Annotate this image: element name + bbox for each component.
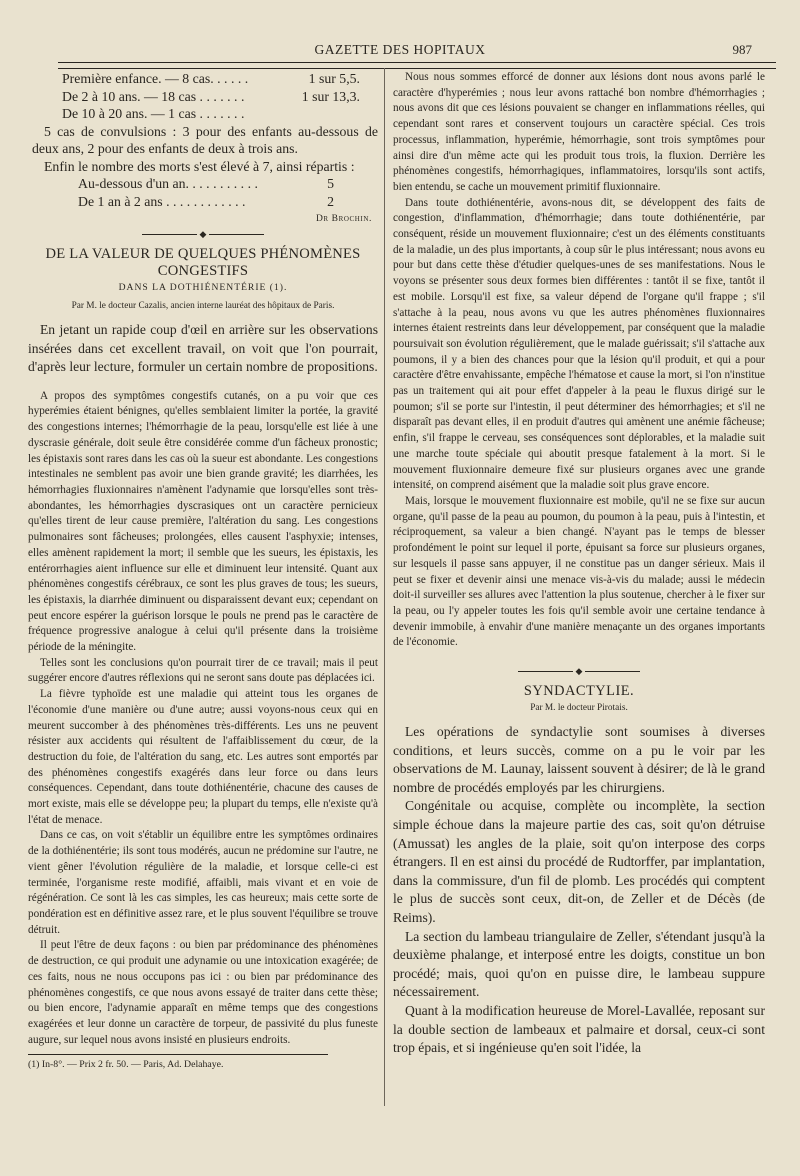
article-paragraph: Telles sont les conclusions qu'on pourrait tirer de ce travail; mais il peut suggérer encore d'autres réflexions qui ne seront sans doute pas déplacées ici. [28,656,378,685]
header-double-rule [58,62,776,69]
article-paragraph: Mais, lorsque le mouvement fluxionnaire est mobile, qu'il ne se fixe sur aucun organe, qu'il passe de la peau au poumon, du poumon à la peau, puis à l'intestin, et réciproquement, sa valeur a bien changé. N'ayant pas le temps de blesser profondément le point sur lequel il porte, épuisant sa force sur plusieurs organes, sur lesquels il passe sans appuyer, il ne constitue pas un danger sérieux. Mais il peut se fixer et devenir ainsi une menace vis-à-vis du malade; aussi le médecin doit-il surveiller ses allures avec l'attention la plus soutenue, chercher à le fixer sur la peau, ou l'y appeler toutes les fois qu'il semble avoir une certaine tendance à devenir immobile, à envahir d'une manière menaçante un des organes importants de l'économie. [393,494,765,649]
paragraph-morts: Enfin le nombre des morts s'est élevé à 7, ainsi répartis : [44,158,355,174]
article2-paragraph: Quant à la modification heureuse de Morel-Lavallée, reposant sur la double section de lambeaux et palmaire et dorsal, ceux-ci sont trop épais, et si ingénieuse qu'en soit l'idée, la [393,1002,765,1056]
article-paragraph: Nous nous sommes efforcé de donner aux lésions dont nous avons parlé le caractère d'hyperémies ; nous leur avons rattaché bon nombre d'hémorrhagies ; nous avons dit que ces lésions pouvaient se changer en inflammations réelles, qui cependant sont rares et conservent toujours un caractère spécial. Ces trois processus, inflammation, hyperémie, hémorrhagie, sont trois symptômes pour ainsi dire d'un même acte qui les produit tous trois, la fluxion. Derrière les phénomènes congestifs, hémorrhagiques, inflammatoires, lorsqu'ils sont actifs, bien entendu, se cache un mouvement primitif fluxionnaire. [393,71,765,193]
article2-byline: Par M. le docteur Pirotais. [530,703,628,714]
article-paragraph: Dans toute dothiénentérie, avons-nous dit, se développent des faits de congestion, d'inflammation, d'hémorrhagie; dans toute dothiénentérie, par conséquent, réside un mouvement fluxionnaire; c'est un des éléments constituants de la maladie, un des plus importants, à coup sûr le plus intéressant; nous avons eu pour but dans cette thèse d'étudier quelques-unes de ses manifestations. Nous le voyons se présenter sous deux formes bien différentes : tantôt il se fixe, tantôt il est mobile. Lorsqu'il est fixe, sa valeur dépend de l'organe qu'il frappe ; s'il s'attache à la peau, nous avons vu que les autres phénomènes fluxionnaires internes étaient restreints dans leur développement, par conséquent que la maladie poursuivait son évolution régulièrement, que le malade guérissait; s'il s'attache aux poumons, il y a bien des chances pour que la lésion qu'il produit, et qui a pour caractère d'être envahissante, empêche l'hématose et cause la mort, si l'on n'institue pas un traitement qui ait pour effet d'appeler à la peau le fluxus dirigé sur le poumon; s'il se porte sur l'intestin, il peut déterminer des hémorrhagies; et s'il ne disparaît pas devant elles, il en produit d'autres qui amènent une anémie fâcheuse; enfin, s'il frappe le cerveau, ses conséquences sont déplorables, et la maladie suit une marche toute spéciale qui aboutit presque fatalement à la mort. Si le mouvement fluxionnaire demeure fixé sur plusieurs organes avec une grande intensité, on comprend aisément que la maladie soit plus grave encore. [393,196,765,492]
article2-paragraph: Les opérations de syndactylie sont soumises à diverses conditions, et leurs succès, comme on a pu le voir par les observations de M. Launay, laissent souvent à désirer; de là le grand nombre de procédés employés par les chirurgiens. [393,724,765,795]
stat-row: De 10 à 20 ans. — 1 cas . . . . . . . [62,106,245,121]
article-paragraph: Il peut l'être de deux façons : ou bien par prédominance des phénomènes de destruction, ce qui produit une adynamie ou une intoxication exagérée; de ces faits, nous ne nous occupons pas ici : ou bien par prédominance des phénomènes congestifs, ce que nous avons essayé de traiter dans cette thèse; ou bien encore, l'adynamie apparaît en même temps que des congestions exagérées et leur donne un caractère de torpeur, de passivité du plus funeste augure, sur lequel nous avons insisté en plusieurs endroits. [28,939,378,1046]
stat-row: Première enfance. — 8 cas. . . . . . 1 sur 5,5. [62,71,360,86]
article-paragraph: A propos des symptômes congestifs cutanés, on a pu voir que ces hyperémies étaient bénignes, qu'elles semblaient limiter la portée, la gravité des congestions internes; l'hémorrhagie de la peau, lorsqu'elle est liée à une dyscrasie générale, doit seule être considérée comme d'un fâcheux pronostic; les épistaxis sont rares dans les cas où la sueur est abondante. Les congestions intestinales ne semblent pas avoir une bien grande gravité; les diarrhées, les hémorrhagies fluxionnaires n'amènent l'adynamie que lorsqu'elles sont très-abondantes, les hémorrhagies dyscrasiques ont un caractère pernicieux qu'elles tirent de leur cause première, l'altération du sang. Les congestions pulmonaires sont fâcheuses; prolongées, elles causent l'asphyxie; intenses, elles amènent rapidement la mort; il semble que les sueurs, les épistaxis, les entérorrhagies aient influence sur elle et diminuent leur intensité. Quant aux phénomènes congestifs cérébraux, ce sont les plus graves de tous; les sueurs, les épistaxis, la diarrhée diminuent ou disparaissent devant eux; cependant on peut encore espérer la guérison lorsque le pouls ne prend pas le caractère de fréquence progressive analogue à celui qu'il présente dans la troisième période de la méningite. [28,389,378,654]
ornamental-divider: ◆ [28,228,378,240]
article2-paragraph: La section du lambeau triangulaire de Zeller, s'étendant jusqu'à la deuxième phalange, et interposé entre les doigts, constitue un bon procédé; mais, quoi qu'on en puisse dire, le lambeau suppure nécessairement. [393,928,765,1000]
article-byline: Par M. le docteur Cazalis, ancien interne lauréat des hôpitaux de Paris. [71,301,335,311]
journal-title: GAZETTE DES HOPITAUX [314,42,486,57]
ornamental-divider: ◆ [393,665,765,677]
article-subtitle: DANS LA DOTHIÉNENTÉRIE (1). [118,282,288,293]
right-column [393,70,765,1058]
running-header [0,42,800,62]
stat-row: De 2 à 10 ans. — 18 cas . . . . . . . 1 sur 13,3. [62,88,360,104]
article-intro: En jetant un rapide coup d'œil en arrière sur les observations insérées dans cet excellent travail, on voit que l'on pourrait, d'après leur lecture, formuler un certain nombre de propositions. [28,322,378,375]
article-title: DE LA VALEUR DE QUELQUES PHÉNOMÈNES CONGESTIFS [45,246,361,279]
footnote: (1) In-8°. — Prix 2 fr. 50. — Paris, Ad. Delahaye. [28,1059,224,1071]
article2-title: SYNDACTYLIE. [523,683,635,700]
article2-paragraph: Congénitale ou acquise, complète ou incomplète, la section simple échoue dans la majeure partie des cas, soit qu'on détruise (Amussat) les angles de la plaie, soit qu'on interpose des corps étrangers. Il en est ainsi du procédé de Rudtorffer, par implantation, dans la commissure, d'un fil de plomb. Les procédés qui comptent le plus de succès sont ceux, dit-on, de Zeller et de Décès (de Reims). [393,798,765,925]
signature: Dr Brochin. [315,214,372,224]
left-column [28,70,378,1070]
stat-row: Au-dessous d'un an. . . . . . . . . . . 5 [78,176,334,191]
column-divider [384,68,385,1106]
article-paragraph: Dans ce cas, on voit s'établir un équilibre entre les symptômes ordinaires de la dothiénentérie; ils sont tous modérés, aucun ne prédomine sur l'autre, ne vient gêner l'évolution régulière de la maladie, et lorsque celle-ci est terminée, l'organisme reste modifié, affaibli, mais vivant et en voie de régénération. Ce sont là les cas simples, les cas heureux; mais cette sorte de pondération est en définitive assez rare, et le plus souvent l'équilibre se trouve détruit. [28,829,378,936]
page-number: 987 [732,42,752,57]
article-paragraph: La fièvre typhoïde est une maladie qui atteint tous les organes de l'économie d'une manière ou d'une autre; aussi voyons-nous ceux qui en meurent succomber à des phénomènes très-différents. Les uns ne peuvent résister aux accidents qui résultent de l'affaiblissement du cœur, de la destruction du foie, de l'altération du sang, etc. Les autres sont emportés par des phénomènes congestifs exagérés dans leur force ou dans leurs conséquences. Cependant, dans toute dothiénentérie, chacune des causes de mort existe, mais elle se développe peu; la plupart du temps, elle n'existe qu'à l'état de menace. [28,688,378,826]
footnote-rule [28,1054,328,1055]
paragraph-convulsions: 5 cas de convulsions : 3 pour des enfants au-dessous de deux ans, 2 pour des enfants de deux à trois ans. [32,123,378,156]
stat-row: De 1 an à 2 ans . . . . . . . . . . . . 2 [78,193,334,209]
